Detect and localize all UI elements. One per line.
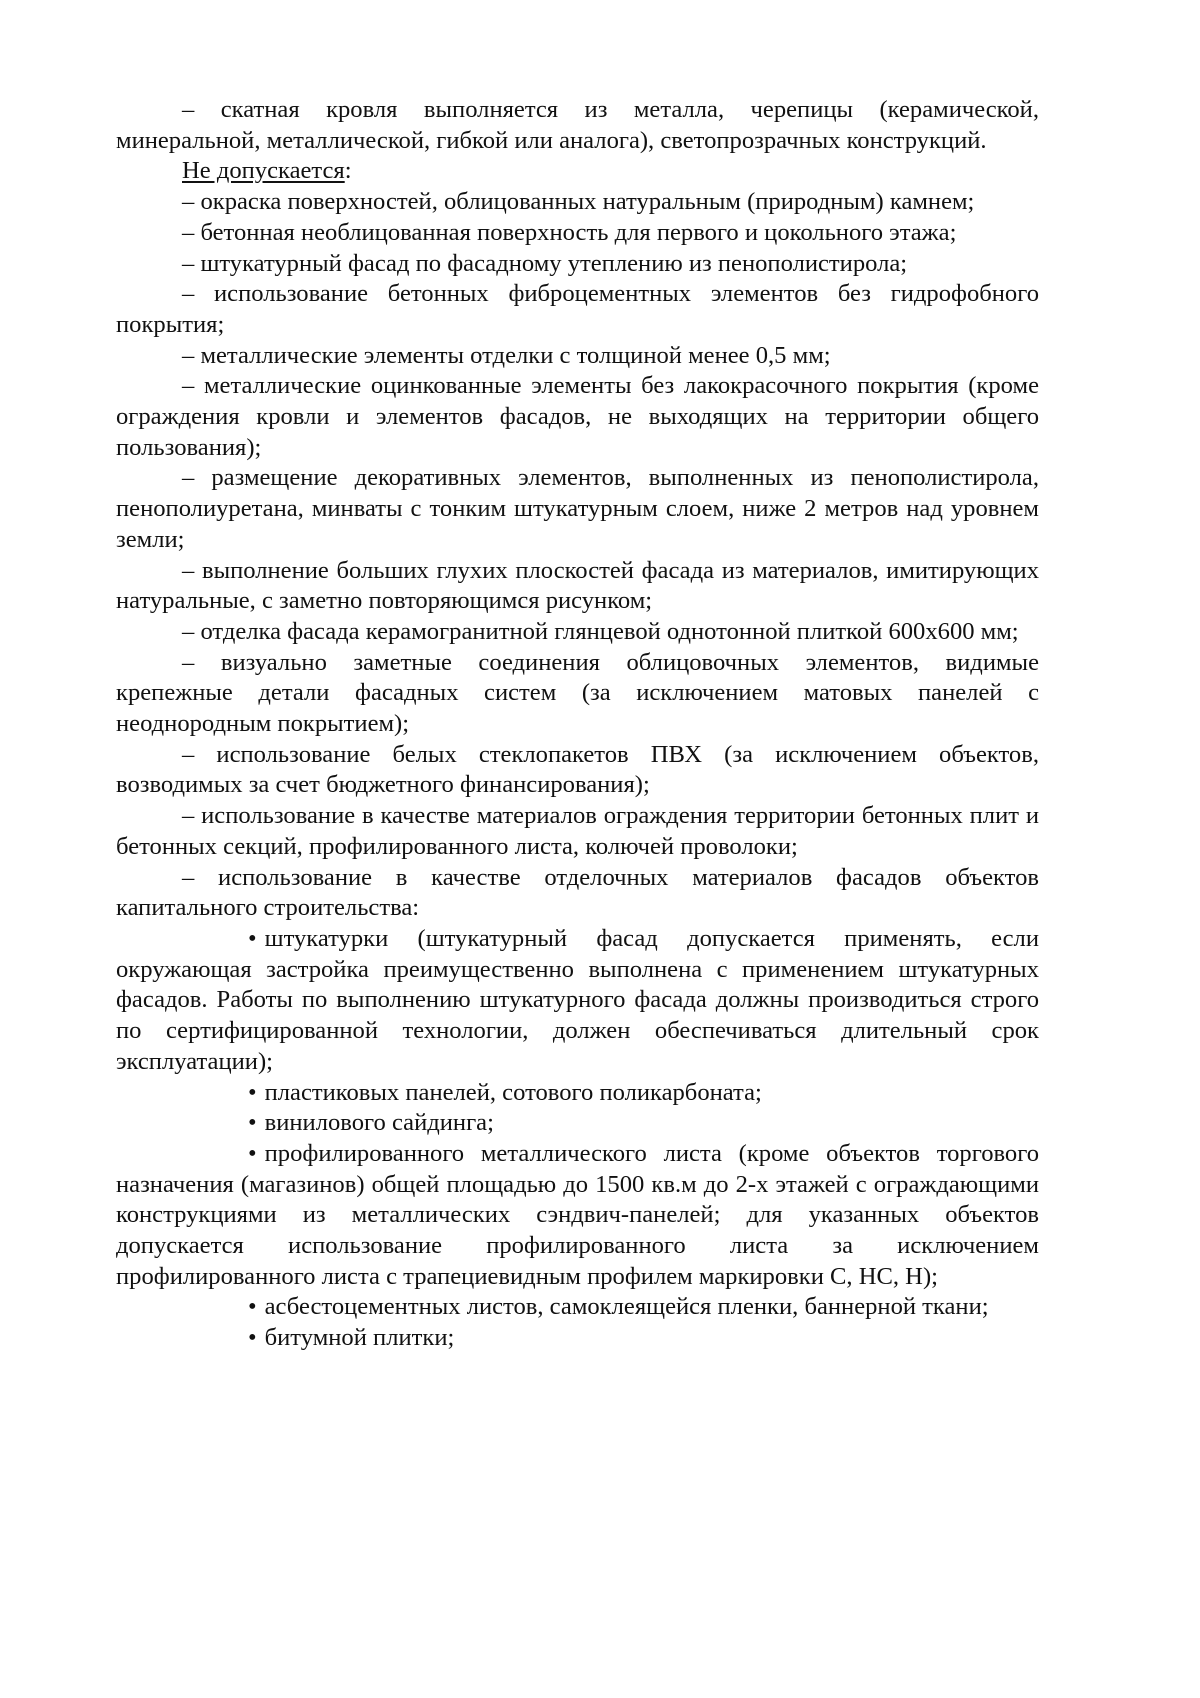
bullet-icon: • xyxy=(248,924,257,952)
bullet-icon: • xyxy=(248,1139,257,1167)
bullet-item xyxy=(116,1139,1039,1293)
list-item: – бетонная необлицованная поверхность для первого и цокольного этажа; xyxy=(182,218,957,246)
list-item: – размещение декоративных элементов, выполненных из пенополистирола, пенополиуретана, минваты с тонким штукатурным слоем, ниже 2 метров над уровнем земли; xyxy=(116,464,1039,553)
list-item: – отделка фасада керамогранитной глянцевой однотонной плиткой 600х600 мм; xyxy=(182,617,1019,645)
list-item: – выполнение больших глухих плоскостей фасада из материалов, имитирующих натуральные, с заметно повторяющимся рисунком; xyxy=(116,556,1039,615)
list-item: – окраска поверхностей, облицованных натуральным (природным) камнем; xyxy=(182,188,975,216)
heading-colon: : xyxy=(344,157,352,185)
not-allowed-heading xyxy=(116,156,1039,187)
bullet-item xyxy=(116,1108,1039,1139)
bullet-item xyxy=(116,924,1039,1078)
paragraph-roof: – скатная кровля выполняется из металла, черепицы (керамической, минеральной, металлической, гибкой или аналога), светопрозрачных конструкций. xyxy=(116,96,1039,154)
bullet-text: штукатурки (штукатурный фасад допускается применять, если окружающая застройка преимущественно выполнена с применением штукатурных фасадов. Работы по выполнению штукатурного фасада должны производиться строго по сертифицированной технологии, должен обеспечиваться длительный срок эксплуатации); xyxy=(116,924,1039,1075)
list-item: – использование в качестве материалов ограждения территории бетонных плит и бетонных секций, профилированного листа, колючей проволоки; xyxy=(116,802,1039,860)
bullet-text: битумной плитки; xyxy=(264,1324,455,1352)
bullet-item xyxy=(116,1292,1039,1323)
bullet-icon: • xyxy=(248,1324,257,1352)
not-allowed-label: Не допускается xyxy=(182,157,345,185)
bullet-text: пластиковых панелей, сотового поликарбоната; xyxy=(264,1078,762,1106)
list-item: – использование белых стеклопакетов ПВХ (за исключением объектов, возводимых за счет бюджетного финансирования); xyxy=(116,740,1039,799)
list-item: – металлические оцинкованные элементы без лакокрасочного покрытия (кроме ограждения кровли и элементов фасадов, не выходящих на территории общего пользования); xyxy=(116,372,1039,461)
bullet-icon: • xyxy=(248,1293,257,1321)
bullet-text: профилированного металлического листа (кроме объектов торгового назначения (магазинов) общей площадью до 1500 кв.м до 2-х этажей с ограждающими конструкциями из металлических сэндвич-панелей; для указанных объектов допускается использование профилированного листа за исключением профилированного листа с трапециевидным профилем маркировки С, НС, Н); xyxy=(116,1139,1039,1290)
list-item: – визуально заметные соединения облицовочных элементов, видимые крепежные детали фасадных систем (за исключением матовых панелей с неоднородным покрытием); xyxy=(116,648,1039,738)
list-item: – штукатурный фасад по фасадному утеплению из пенополистирола; xyxy=(182,249,908,277)
list-item: – использование в качестве отделочных материалов фасадов объектов капитального строительства: xyxy=(116,863,1039,922)
bullet-text: винилового сайдинга; xyxy=(264,1109,494,1137)
list-item: – использование бетонных фиброцементных элементов без гидрофобного покрытия; xyxy=(116,280,1039,338)
bullet-item xyxy=(116,1078,1039,1109)
bullet-icon: • xyxy=(248,1109,257,1137)
list-item: – металлические элементы отделки с толщиной менее 0,5 мм; xyxy=(182,341,831,369)
bullet-icon: • xyxy=(248,1078,257,1106)
bullet-item xyxy=(116,1323,1039,1354)
document-page xyxy=(116,95,1039,1354)
bullet-text: асбестоцементных листов, самоклеящейся пленки, баннерной ткани; xyxy=(264,1293,989,1321)
